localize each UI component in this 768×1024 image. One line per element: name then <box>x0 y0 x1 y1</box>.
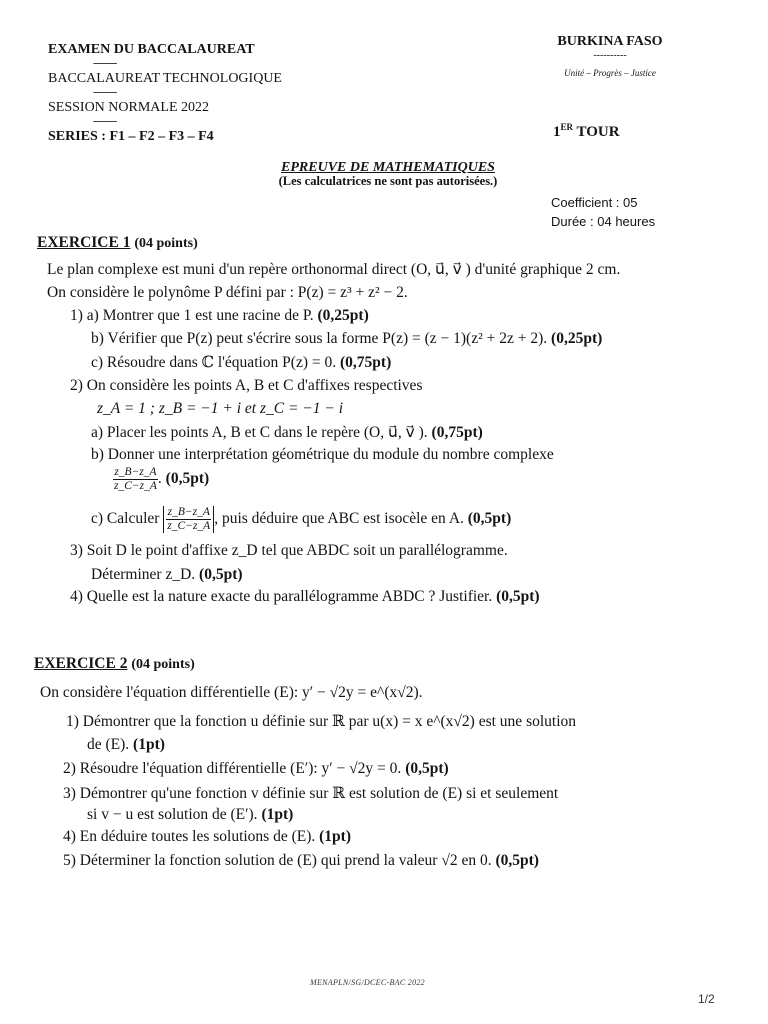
exam-title-block <box>258 160 518 189</box>
exercise1-intro1: Le plan complexe est muni d'un repère orthonormal direct (O, u⃗, v⃗ ) d'unité graphique 2 cm. <box>47 261 621 278</box>
q2b: b) Donner une interprétation géométrique du module du nombre complexe <box>91 446 554 463</box>
q2c-points: (0,5pt) <box>467 510 512 528</box>
exercise1-intro2: On considère le polynôme P défini par : P(z) = z³ + z² − 2. <box>47 284 408 301</box>
complex-fraction <box>113 466 158 493</box>
exam-session: SESSION NORMALE 2022 <box>48 100 210 115</box>
q4-points: (0,5pt) <box>496 588 540 605</box>
q1a-points: (0,25pt) <box>317 307 369 324</box>
q4 <box>70 588 540 606</box>
exercise1-points: (04 points) <box>134 236 198 251</box>
tour-word: TOUR <box>576 124 620 140</box>
page-number: 1/2 <box>698 992 715 1006</box>
tour-suffix: ER <box>560 122 574 132</box>
e2-q1-points: (1pt) <box>133 736 165 753</box>
q3-sub <box>91 566 243 584</box>
q2c <box>91 506 511 533</box>
tour-label <box>553 122 620 141</box>
q3: 3) Soit D le point d'affixe z_D tel que ABDC soit un parallélogramme. <box>70 542 508 559</box>
tour-number: 1 <box>553 124 561 140</box>
q1c-text: c) Résoudre dans ℂ l'équation P(z) = 0. <box>91 354 337 371</box>
exam-track: BACCALAUREAT TECHNOLOGIQUE <box>48 71 282 86</box>
exercise2-intro: On considère l'équation différentielle (E): y′ − √2y = e^(x√2). <box>40 684 423 701</box>
separator: ---------- <box>93 87 117 98</box>
complex-fraction <box>166 506 211 533</box>
e2-q5-points: (0,5pt) <box>495 852 539 869</box>
modulus-expression <box>163 506 214 533</box>
q1b-text: b) Vérifier que P(z) peut s'écrire sous la forme P(z) = (z − 1)(z² + 2z + 2). <box>91 330 548 347</box>
country-name: BURKINA FASO <box>557 34 663 49</box>
q2c-lead: c) Calculer <box>91 510 160 528</box>
country-motto: Unité – Progrès – Justice <box>564 68 656 78</box>
q2b-fraction-line: $\frac{z\_B-z\_A}{z\_C-z\_A}$ . (0,5pt) <box>114 466 210 492</box>
separator: ---------- <box>93 116 117 127</box>
e2-q3-sub-text: si v − u est solution de (E′). <box>87 806 258 823</box>
q2a-points: (0,75pt) <box>431 424 483 441</box>
e2-q3: 3) Démontrer qu'une fonction v définie sur ℝ est solution de (E) si et seulement <box>63 785 559 802</box>
fraction-numerator: z_B−z_A <box>114 466 157 478</box>
e2-q1: 1) Démontrer que la fonction u définie sur ℝ par u(x) = x e^(x√2) est une solution <box>66 713 577 730</box>
fraction-numerator: z_B−z_A <box>167 506 210 518</box>
q3-sub-text: Déterminer z_D. <box>91 566 196 583</box>
separator: ---------- <box>93 58 117 69</box>
e2-q3-sub <box>87 806 293 824</box>
e2-q2-points: (0,5pt) <box>405 760 449 777</box>
q1c <box>91 353 391 372</box>
e2-q2-text: 2) Résoudre l'équation différentielle (E′): y′ − √2y = 0. <box>63 760 402 777</box>
e2-q4-points: (1pt) <box>319 828 351 845</box>
separator: ---------- <box>593 50 627 61</box>
q2-affixes: z_A = 1 ; z_B = −1 + i et z_C = −1 − i <box>97 400 344 417</box>
q1a <box>70 307 369 325</box>
country-header <box>530 34 690 78</box>
exam-title: EPREUVE DE MATHEMATIQUES <box>281 160 495 175</box>
e2-q5-text: 5) Déterminer la fonction solution de (E) qui prend la valeur √2 en 0. <box>63 852 492 869</box>
e2-q5 <box>63 852 539 870</box>
e2-q4 <box>63 828 351 846</box>
q2b-points: (0,5pt) <box>165 470 210 488</box>
q1b <box>91 330 602 348</box>
exam-name: EXAMEN DU BACCALAUREAT <box>48 42 255 57</box>
e2-q1-sub <box>87 736 165 754</box>
fraction-denominator: z_C−z_A <box>114 480 157 492</box>
q2a-text: a) Placer les points A, B et C dans le repère (O, u⃗, v⃗ ). <box>91 424 428 441</box>
e2-q4-text: 4) En déduire toutes les solutions de (E). <box>63 828 316 845</box>
e2-q2 <box>63 760 449 778</box>
exercise2-name: EXERCICE 2 <box>34 655 128 672</box>
q3-points: (0,5pt) <box>199 566 243 583</box>
q2c-tail: , puis déduire que ABC est isocèle en A. <box>214 510 464 528</box>
q2-intro: 2) On considère les points A, B et C d'affixes respectives <box>70 377 423 394</box>
exercise1-heading <box>37 234 198 252</box>
exam-series: SERIES : F1 – F2 – F3 – F4 <box>48 129 214 144</box>
exercise1-name: EXERCICE 1 <box>37 234 131 251</box>
footer-code: MENAPLN/SG/DCEC-BAC 2022 <box>310 978 425 987</box>
q1c-points: (0,75pt) <box>340 354 392 371</box>
exam-subtitle: (Les calculatrices ne sont pas autorisées.) <box>278 174 498 188</box>
e2-q3-points: (1pt) <box>261 806 294 823</box>
q2a <box>91 423 483 442</box>
duration: Durée : 04 heures <box>551 214 656 229</box>
q1a-text: 1) a) Montrer que 1 est une racine de P. <box>70 307 314 324</box>
fraction-denominator: z_C−z_A <box>167 520 211 532</box>
exam-header-left <box>48 40 378 146</box>
q1b-points: (0,25pt) <box>551 330 603 347</box>
e2-q1-sub-text: de (E). <box>87 736 130 753</box>
exercise2-points: (04 points) <box>131 657 195 672</box>
exam-meta <box>551 193 655 231</box>
coefficient: Coefficient : 05 <box>551 195 638 210</box>
exercise2-heading <box>34 655 195 673</box>
q4-text: 4) Quelle est la nature exacte du parallélogramme ABDC ? Justifier. <box>70 588 493 605</box>
